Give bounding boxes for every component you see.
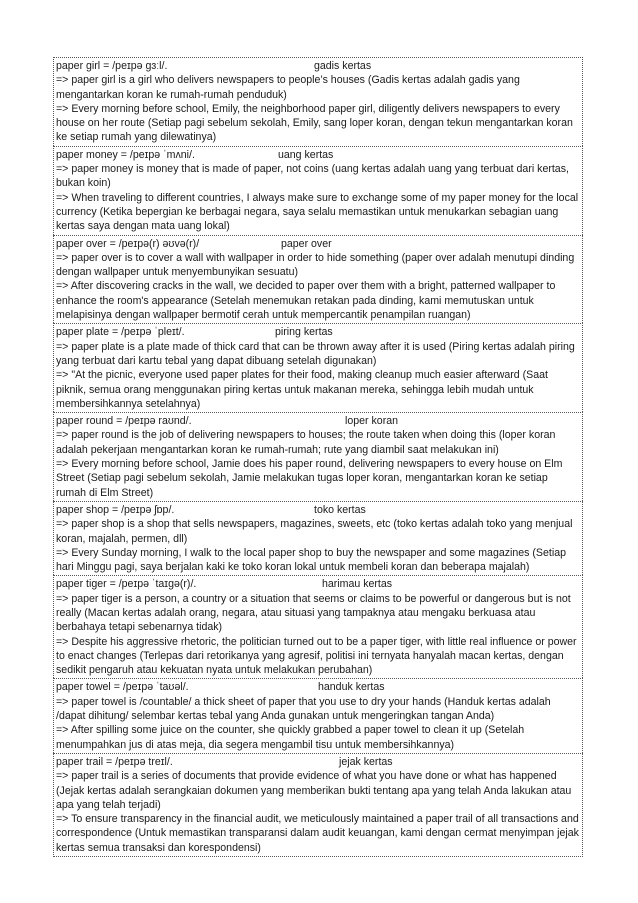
entry-header [56, 755, 580, 769]
entry-definition: => paper money is money that is made of paper, not coins (uang kertas adalah uang yang terbuat dari kertas, bukan koin) [56, 163, 569, 190]
entry-definition: => paper shop is a shop that sells newspapers, magazines, sweets, etc (toko kertas adalah toko yang menjual koran, majalah, permen, dll) [56, 518, 573, 545]
entry-example: => "At the picnic, everyone used paper plates for their food, making cleanup much easier afterward (Saat piknik, semua orang menggunakan piring kertas untuk makanan mereka, sehingga lebih mudah untuk membersihkannya setelahnya) [56, 369, 548, 410]
term-translation: harimau kertas [322, 578, 393, 591]
term-translation: gadis kertas [314, 60, 372, 72]
term-pronunciation: paper over = /peɪpə(r) əʊvə(r)/ [56, 237, 200, 250]
term-pronunciation: paper trail = /peɪpə treɪl/. [56, 755, 173, 768]
entry-header [56, 325, 580, 339]
term-pronunciation: paper towel = /peɪpə ˈtaʊəl/. [56, 681, 189, 694]
term-pronunciation: paper money = /peɪpə ˈmʌni/. [56, 148, 195, 161]
term-translation: uang kertas [278, 148, 334, 161]
term-pronunciation: paper round = /peɪpə raʊnd/. [56, 415, 192, 428]
entry-header [56, 414, 580, 428]
entry-example: => When traveling to different countries, I always make sure to exchange some of my paper money for the local currency (Ketika bepergian ke berbagai negara, saya selalu memastikan untuk menukarkan sebagian uang kertas saya dengan mata uang lokal) [56, 191, 579, 233]
entry-header [56, 237, 580, 251]
entry-definition: => paper plate is a plate made of thick card that can be thrown away after it is used (Piring kertas adalah piring yang terbuat dari kartu tebal yang dapat dibuang setelah digunakan) [56, 340, 575, 367]
term-translation: piring kertas [275, 326, 333, 339]
entry-example: => To ensure transparency in the financial audit, we meticulously maintained a paper trail of all transactions and correspondence (Untuk memastikan transparansi dalam audit keuangan, kami dengan cermat menyimpan jejak kertas semua transaksi dan korespondensi) [56, 813, 579, 854]
vocabulary-entry [53, 753, 583, 857]
term-pronunciation: paper plate = /peɪpə ˈpleɪt/. [56, 326, 185, 339]
vocabulary-entry [53, 575, 583, 678]
term-translation: paper over [281, 237, 332, 250]
entry-header [56, 577, 580, 591]
vocabulary-entry [53, 146, 583, 235]
entry-definition: => paper over is to cover a wall with wallpaper in order to hide something (paper over adalah menutupi dinding dengan wallpaper untuk menyembunyikan sesuatu) [56, 251, 575, 279]
entry-example: => Every morning before school, Jamie does his paper round, delivering newspapers to every house on Elm Street (Setiap pagi sebelum sekolah, Jamie melakukan tugas loper koran, mengantarkan koran ke setiap rumah di Elm Street) [56, 458, 563, 499]
entry-definition: => paper towel is /countable/ a thick sheet of paper that you use to dry your hands (Handuk kertas adalah /dapat dihitung/ selembar kertas tebal yang Anda gunakan untuk mengeringkan tangan Anda) [56, 695, 551, 723]
term-translation: toko kertas [314, 503, 366, 516]
term-pronunciation: paper girl = /peɪpə ɡɜːl/. [56, 60, 168, 72]
term-pronunciation: paper shop = /peɪpə ʃɒp/. [56, 503, 175, 516]
entry-definition: => paper girl is a girl who delivers newspapers to people’s houses (Gadis kertas adalah gadis yang mengantarkan koran ke rumah-rumah penduduk) [56, 74, 520, 101]
vocabulary-entry [53, 323, 583, 412]
entry-example: => Despite his aggressive rhetoric, the politician turned out to be a paper tiger, with little real influence or power to enact changes (Terlepas dari retorikanya yang agresif, politisi ini ternyata hanyalah macan kertas, dengan sedikit pengaruh atau kekuatan nyata untuk melakukan perubahan) [56, 635, 577, 677]
entry-header [56, 680, 580, 694]
vocabulary-entry [53, 412, 583, 501]
entry-example: => After discovering cracks in the wall, we decided to paper over them with a bright, patterned wallpaper to enhance the room's appearance (Setelah menemukan retakan pada dinding, kami memutuskan untuk melapisinya dengan wallpaper bermotif cerah untuk mempercantik penampilan ruangan) [56, 280, 556, 322]
entry-definition: => paper round is the job of delivering newspapers to houses; the route taken when doing this (loper koran adalah pekerjaan mengantarkan koran ke rumah-rumah; rute yang diambil saat melakukan ini) [56, 429, 556, 456]
term-pronunciation: paper tiger = /peɪpə ˈtaɪɡə(r)/. [56, 578, 197, 591]
term-translation: loper koran [345, 415, 398, 428]
entry-header [56, 148, 580, 162]
entry-definition: => paper trail is a series of documents that provide evidence of what you have done or what has happened (Jejak kertas adalah serangkaian dokumen yang memberikan bukti tentang apa yang telah Anda lakukan atau apa yang telah terjadi) [56, 770, 572, 811]
entry-example: => Every Sunday morning, I walk to the local paper shop to buy the newspaper and some magazines (Setiap hari Minggu pagi, saya berjalan kaki ke toko koran lokal untuk membeli koran dan beberapa majalah) [56, 546, 566, 574]
entry-header [56, 503, 580, 517]
vocabulary-entry [53, 678, 583, 752]
vocabulary-entry [53, 235, 583, 324]
vocabulary-list [53, 57, 583, 857]
term-translation: jejak kertas [339, 755, 393, 768]
entry-example: => Every morning before school, Emily, the neighborhood paper girl, diligently delivers newspapers to every house on her route (Setiap pagi sebelum sekolah, Emily, sang loper koran, dengan tekun mengantarkan koran ke setiap rumah yang dilewatinya) [56, 102, 573, 144]
vocabulary-entry [53, 57, 583, 146]
entry-header [56, 59, 580, 73]
vocabulary-entry [53, 501, 583, 575]
entry-definition: => paper tiger is a person, a country or a situation that seems or claims to be powerful or dangerous but is not really (Macan kertas adalah orang, negara, atau situasi yang tampaknya atau mengaku berkuasa atau berbahaya tetapi sebenarnya tidak) [56, 592, 571, 634]
entry-example: => After spilling some juice on the counter, she quickly grabbed a paper towel to clean it up (Setelah menumpahkan jus di atas meja, dia segera mengambil tisu untuk membersihkannya) [56, 724, 525, 751]
term-translation: handuk kertas [318, 681, 385, 694]
